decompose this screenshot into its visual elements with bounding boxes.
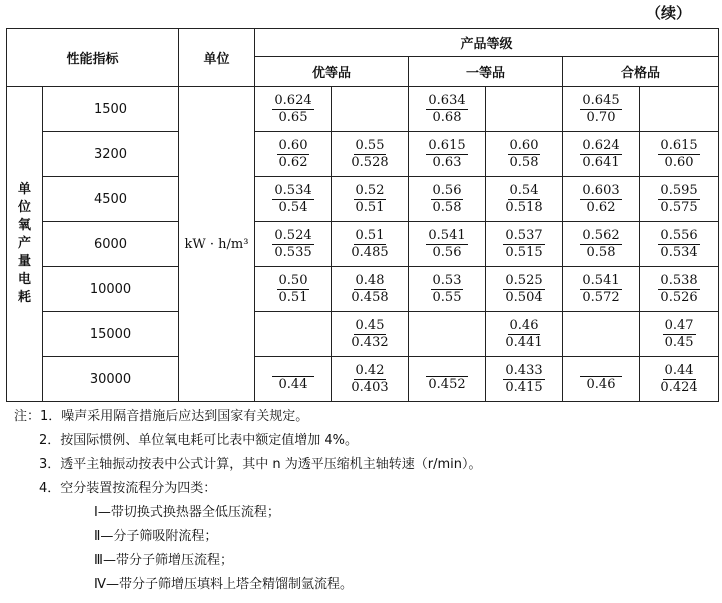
fraction (349, 363, 390, 396)
denominator: 0.572 (582, 289, 620, 305)
denominator: 0.56 (432, 244, 462, 260)
value-cell (640, 132, 719, 177)
numerator: 0.556 (660, 227, 698, 243)
numerator: 0.595 (660, 182, 698, 198)
note-3: 3．透平主轴振动按表中公式计算，其中 n 为透平压缩机主轴转速（r/min）。 (39, 457, 482, 472)
denominator: 0.65 (278, 109, 308, 125)
numerator: 0.53 (432, 272, 462, 288)
numerator: 0.541 (582, 272, 620, 288)
unit-value: kW · h/m³ (179, 87, 255, 402)
numerator: 0.44 (664, 362, 694, 378)
denominator: 0.55 (432, 289, 462, 305)
value-cell (409, 357, 486, 402)
denominator: 0.641 (582, 154, 620, 170)
denominator: 0.403 (351, 379, 389, 395)
denominator: 0.60 (664, 154, 694, 170)
denominator: 0.424 (660, 379, 698, 395)
value-cell (332, 177, 409, 222)
denominator: 0.45 (664, 334, 694, 350)
denominator: 0.51 (278, 289, 308, 305)
fraction (426, 93, 467, 126)
denominator: 0.485 (351, 244, 389, 260)
denominator: 0.515 (505, 244, 543, 260)
value-cell (332, 312, 409, 357)
numerator: 0.47 (664, 317, 694, 333)
capacity-label: 6000 (43, 222, 179, 267)
denominator: 0.51 (355, 199, 385, 215)
fraction (277, 138, 310, 171)
note-1: 注：1．噪声采用隔音措施后应达到国家有关规定。 (14, 409, 309, 424)
value-cell (255, 87, 332, 132)
denominator: 0.70 (586, 109, 616, 125)
value-cell (563, 357, 640, 402)
value-cell (563, 177, 640, 222)
numerator: 0.538 (660, 272, 698, 288)
value-cell (332, 357, 409, 402)
fraction (503, 318, 544, 351)
fraction (272, 366, 314, 393)
denominator: 0.504 (505, 289, 543, 305)
value-cell (640, 357, 719, 402)
numerator: 0.60 (509, 137, 539, 153)
row-group-label: 单位氧产量电耗 (7, 87, 43, 402)
capacity-label: 15000 (43, 312, 179, 357)
table-row (7, 132, 719, 177)
header-unit: 单位 (179, 29, 255, 87)
numerator: 0.624 (274, 92, 312, 108)
continued-label: （续） (646, 4, 692, 22)
value-cell (640, 267, 719, 312)
capacity-label: 10000 (43, 267, 179, 312)
value-cell (563, 267, 640, 312)
energy-table (6, 28, 719, 402)
fraction (658, 138, 699, 171)
numerator: 0.645 (582, 92, 620, 108)
value-cell (332, 267, 409, 312)
note-2: 2．按国际惯例、单位氧电耗可比表中额定值增加 4%。 (39, 433, 359, 448)
fraction (663, 318, 696, 351)
numerator: 0.634 (428, 92, 466, 108)
fraction (580, 273, 621, 306)
fraction (503, 183, 544, 216)
numerator: 0.624 (582, 137, 620, 153)
value-cell (486, 357, 563, 402)
numerator: 0.55 (355, 137, 385, 153)
denominator: 0.58 (509, 154, 539, 170)
value-cell (409, 312, 486, 357)
denominator: 0.528 (351, 154, 389, 170)
capacity-label: 30000 (43, 357, 179, 402)
table-row (7, 357, 719, 402)
header-grade-superior: 优等品 (255, 57, 409, 87)
numerator: 0.60 (278, 137, 308, 153)
fraction (426, 366, 468, 393)
numerator: 0.50 (278, 272, 308, 288)
denominator: 0.441 (505, 334, 543, 350)
value-cell (409, 177, 486, 222)
capacity-label: 3200 (43, 132, 179, 177)
value-cell (255, 357, 332, 402)
denominator: 0.44 (278, 376, 308, 392)
denominator: 0.535 (274, 244, 312, 260)
value-cell (255, 177, 332, 222)
value-cell (255, 132, 332, 177)
fraction (658, 183, 699, 216)
numerator (426, 366, 468, 377)
fraction (580, 138, 621, 171)
value-cell (563, 132, 640, 177)
value-cell (640, 312, 719, 357)
numerator: 0.615 (428, 137, 466, 153)
fraction (426, 138, 467, 171)
fraction (349, 318, 390, 351)
process-type-4: Ⅳ—带分子筛增压填料上塔全精馏制氩流程。 (94, 577, 353, 592)
numerator: 0.46 (509, 317, 539, 333)
numerator: 0.52 (355, 182, 385, 198)
note-4: 4．空分装置按流程分为四类： (39, 481, 217, 496)
value-cell (332, 132, 409, 177)
denominator: 0.415 (505, 379, 543, 395)
fraction (580, 366, 622, 393)
numerator: 0.48 (355, 272, 385, 288)
numerator: 0.51 (355, 227, 385, 243)
capacity-label: 1500 (43, 87, 179, 132)
table-row (7, 312, 719, 357)
fraction (431, 273, 464, 306)
process-type-1: Ⅰ—带切换式换热器全低压流程； (94, 505, 280, 520)
fraction (272, 183, 313, 216)
value-cell (563, 87, 640, 132)
fraction (503, 228, 544, 261)
denominator: 0.518 (505, 199, 543, 215)
value-cell (640, 177, 719, 222)
numerator (580, 366, 622, 377)
fraction (658, 228, 699, 261)
value-cell (486, 312, 563, 357)
fraction (349, 228, 390, 261)
header-indicator: 性能指标 (7, 29, 179, 87)
denominator: 0.458 (351, 289, 389, 305)
numerator (272, 366, 314, 377)
value-cell (332, 87, 409, 132)
numerator: 0.562 (582, 227, 620, 243)
numerator: 0.524 (274, 227, 312, 243)
fraction (354, 183, 387, 216)
fraction (277, 273, 310, 306)
value-cell (486, 132, 563, 177)
value-cell (332, 222, 409, 267)
fraction (508, 138, 541, 171)
fraction (658, 273, 699, 306)
denominator: 0.54 (278, 199, 308, 215)
value-cell (409, 222, 486, 267)
fraction (580, 183, 621, 216)
value-cell (563, 222, 640, 267)
value-cell (486, 222, 563, 267)
denominator: 0.432 (351, 334, 389, 350)
fraction (658, 363, 699, 396)
denominator: 0.62 (278, 154, 308, 170)
denominator: 0.58 (586, 244, 616, 260)
denominator: 0.452 (428, 376, 466, 392)
fraction (426, 228, 467, 261)
numerator: 0.615 (660, 137, 698, 153)
header-grade-qualified: 合格品 (563, 57, 719, 87)
process-type-2: Ⅱ—分子筛吸附流程； (94, 529, 218, 544)
numerator: 0.42 (355, 362, 385, 378)
fraction (503, 363, 544, 396)
value-cell (409, 132, 486, 177)
value-cell (640, 87, 719, 132)
numerator: 0.534 (274, 182, 312, 198)
denominator: 0.46 (586, 376, 616, 392)
fraction (272, 93, 313, 126)
numerator: 0.541 (428, 227, 466, 243)
denominator: 0.58 (432, 199, 462, 215)
fraction (503, 273, 544, 306)
value-cell (486, 87, 563, 132)
fraction (580, 228, 621, 261)
numerator: 0.45 (355, 317, 385, 333)
fraction (580, 93, 621, 126)
denominator: 0.68 (432, 109, 462, 125)
denominator: 0.534 (660, 244, 698, 260)
table-row (7, 222, 719, 267)
value-cell (486, 267, 563, 312)
denominator: 0.62 (586, 199, 616, 215)
table-row (7, 177, 719, 222)
numerator: 0.603 (582, 182, 620, 198)
numerator: 0.56 (432, 182, 462, 198)
header-grade-first: 一等品 (409, 57, 563, 87)
denominator: 0.63 (432, 154, 462, 170)
value-cell (640, 222, 719, 267)
header-grade: 产品等级 (255, 29, 719, 57)
fraction (431, 183, 464, 216)
value-cell (486, 177, 563, 222)
denominator: 0.526 (660, 289, 698, 305)
value-cell (255, 267, 332, 312)
numerator: 0.433 (505, 362, 543, 378)
table-row (7, 267, 719, 312)
fraction (349, 273, 390, 306)
value-cell (255, 312, 332, 357)
table-row (7, 87, 719, 132)
value-cell (409, 267, 486, 312)
process-type-3: Ⅲ—带分子筛增压流程； (94, 553, 233, 568)
notes (14, 405, 714, 597)
numerator: 0.525 (505, 272, 543, 288)
value-cell (255, 222, 332, 267)
fraction (349, 138, 390, 171)
numerator: 0.54 (509, 182, 539, 198)
denominator: 0.575 (660, 199, 698, 215)
fraction (272, 228, 313, 261)
capacity-label: 4500 (43, 177, 179, 222)
numerator: 0.537 (505, 227, 543, 243)
value-cell (409, 87, 486, 132)
value-cell (563, 312, 640, 357)
